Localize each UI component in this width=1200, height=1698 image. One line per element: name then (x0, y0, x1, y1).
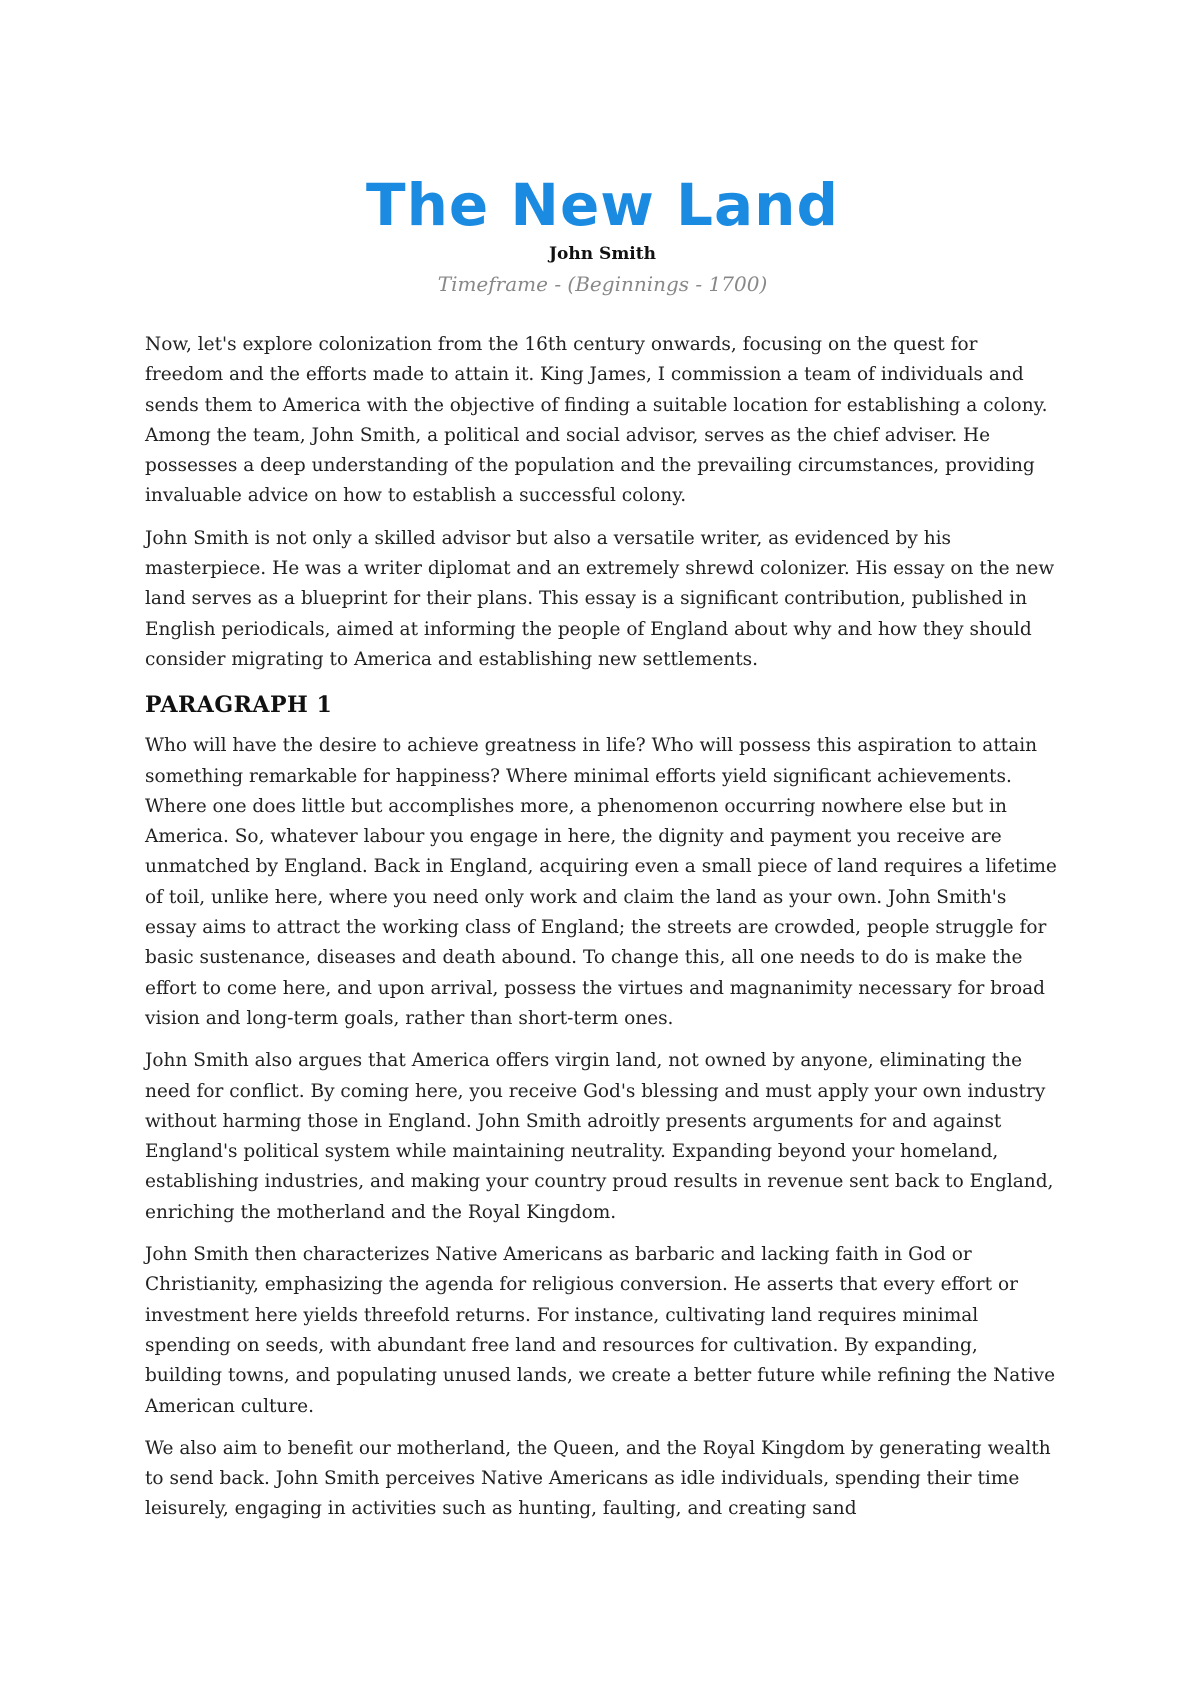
section-heading: PARAGRAPH 1 (145, 692, 333, 719)
document-subtitle: Timeframe - (Beginnings - 1700) (437, 272, 768, 296)
document-content (145, 170, 1060, 1537)
document-author: John Smith (549, 244, 656, 264)
section-paragraph-2: John Smith also argues that America offers virgin land, not owned by anyone, eliminating the need for conflict. By coming here, you receive God's blessing and must apply your own industry without harming those in England. John Smith adroitly presents arguments for and against England's political system while maintaining neutrality. Expanding beyond your homeland, establishing industries, and making your country proud results in revenue sent back to England, enriching the motherland and the Royal Kingdom. (145, 1050, 1054, 1223)
section-paragraph-3: John Smith then characterizes Native Americans as barbaric and lacking faith in God or Christianity, emphasizing the agenda for religious conversion. He asserts that every effort or investment here yields threefold returns. For instance, cultivating land requires minimal spending on seeds, with abundant free land and resources for cultivation. By expanding, building towns, and populating unused lands, we create a better future while refining the Native American culture. (145, 1244, 1056, 1417)
section-paragraph-4: We also aim to benefit our motherland, the Queen, and the Royal Kingdom by generating wealth to send back. John Smith perceives Native Americans as idle individuals, spending their time leisurely, engaging in activities such as hunting, faulting, and creating sand (145, 1437, 1051, 1520)
intro-paragraph-1: Now, let's explore colonization from the 16th century onwards, focusing on the quest for freedom and the efforts made to attain it. King James, I commission a team of individuals and sends them to America with the objective of finding a suitable location for establishing a colony. Among the team, John Smith, a political and social advisor, serves as the chief adviser. He possesses a deep understanding of the population and the prevailing circumstances, providing invaluable advice on how to establish a successful colony. (145, 334, 1048, 507)
intro-paragraph-2: John Smith is not only a skilled advisor but also a versatile writer, as evidenced by his masterpiece. He was a writer diplomat and an extremely shrewd colonizer. His essay on the new land serves as a blueprint for their plans. This essay is a significant contribution, published in English periodicals, aimed at informing the people of England about why and how they should consider migrating to America and establishing new settlements. (145, 527, 1055, 670)
document-title: The New Land (366, 171, 839, 239)
section-paragraph-1: Who will have the desire to achieve greatness in life? Who will possess this aspiration to attain something remarkable for happiness? Where minimal efforts yield significant achievements. Where one does little but accomplishes more, a phenomenon occurring nowhere else but in America. So, whatever labour you engage in here, the dignity and payment you receive are unmatched by England. Back in England, acquiring even a small piece of land requires a lifetime of toil, unlike here, where you need only work and claim the land as your own. John Smith's essay aims to attract the working class of England; the streets are crowded, people struggle for basic sustenance, diseases and death abound. To change this, all one needs to do is make the effort to come here, and upon arrival, possess the virtues and magnanimity necessary for broad vision and long-term goals, rather than short-term ones. (145, 735, 1057, 1029)
